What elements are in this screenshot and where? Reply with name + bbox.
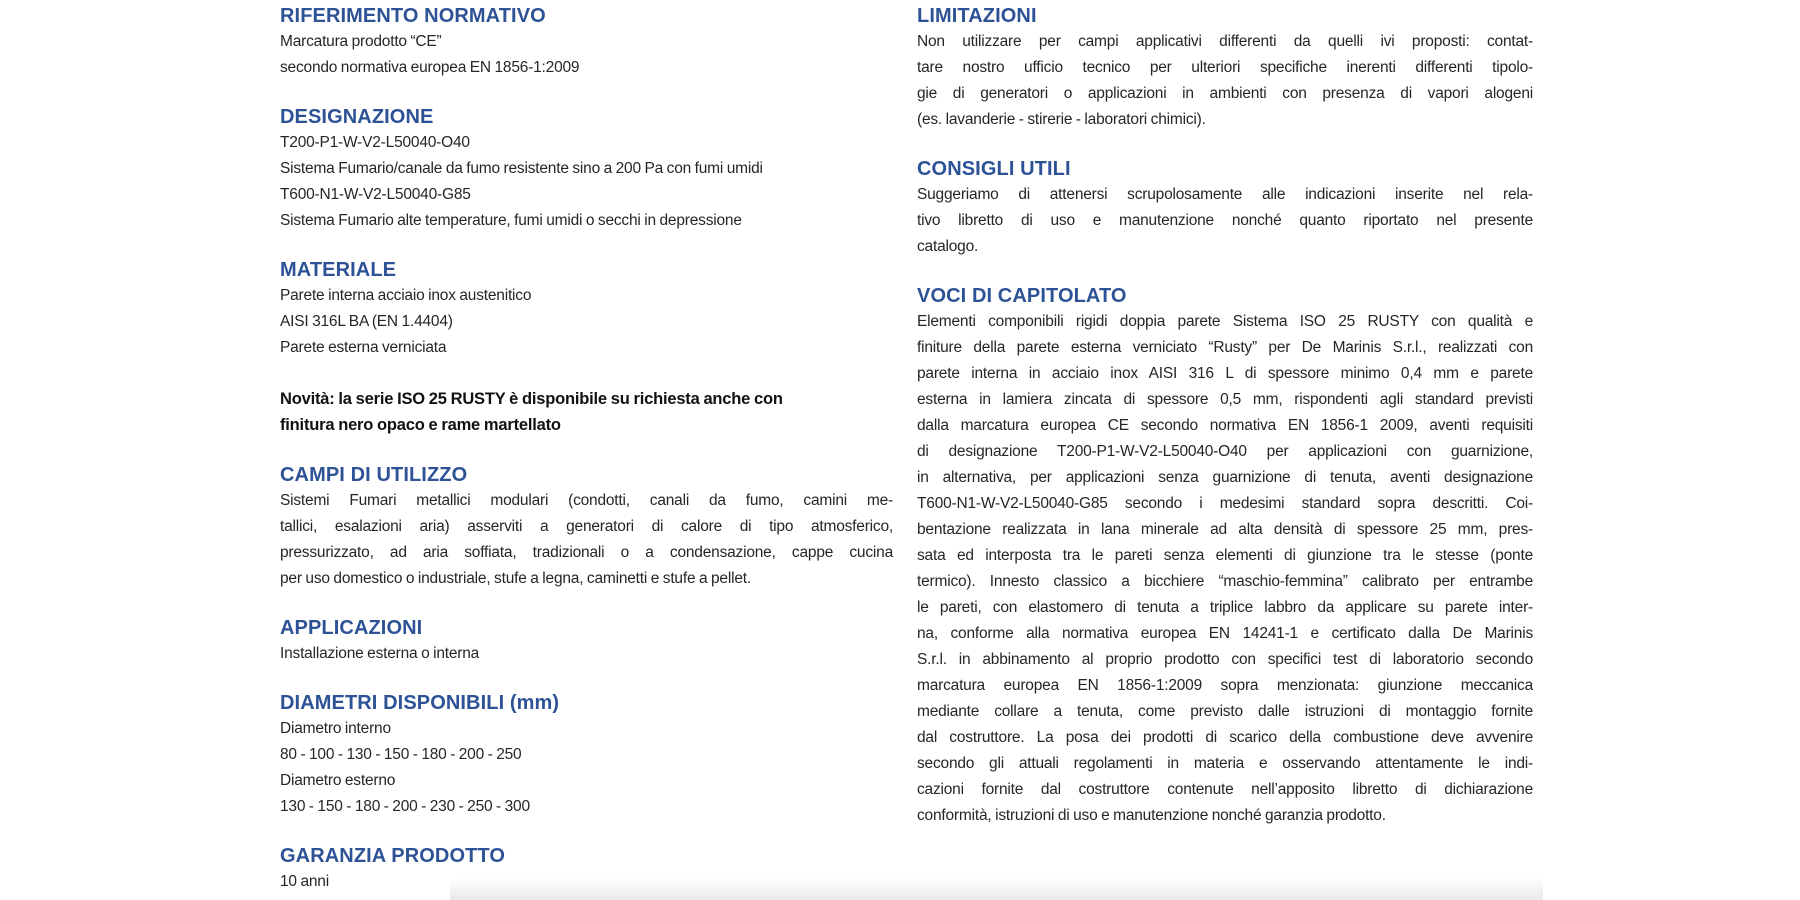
section-diametri-disponibili [280,690,893,820]
text-line: sata ed interposta tra le pareti senza elementi di giunzione tra le stesse (ponte [917,547,1533,564]
text-line: T600-N1-W-V2-L50040-G85 [280,186,471,203]
heading-consigli-utili: CONSIGLI UTILI [917,158,1071,180]
text-line: dalla marcatura europea CE secondo normativa EN 1856-1 2009, aventi requisiti [917,417,1533,434]
paragraph-riferimento-normativo [280,29,893,81]
text-line: tallici, esalazioni aria) asserviti a generatori di calore di tipo atmosferico, [280,518,893,535]
paragraph-diametri-disponibili [280,716,893,820]
text-line: 10 anni [280,873,329,890]
heading-voci-di-capitolato: VOCI DI CAPITOLATO [917,285,1127,307]
text-line: gie di generatori o applicazioni in ambienti con presenza di vapori alogeni [917,85,1533,102]
text-line: (es. lavanderie - stirerie - laboratori chimici). [917,111,1206,128]
text-line: na, conforme alla normativa europea EN 14241-1 e certificato dalla De Marinis [917,625,1533,642]
text-line: 130 - 150 - 180 - 200 - 230 - 250 - 300 [280,798,530,815]
text-line: pressurizzato, ad aria soffiata, tradizionali o a condensazione, cappe cucina [280,544,893,561]
text-line: finitura nero opaco e rame martellato [280,416,561,434]
text-line: Parete esterna verniciata [280,339,447,356]
section-campi-di-utilizzo [280,462,893,592]
text-line: parete interna in acciaio inox AISI 316 L di spessore minimo 0,4 mm e parete [917,365,1533,382]
paragraph-designazione [280,130,893,234]
text-line: Novità: la serie ISO 25 RUSTY è disponibile su richiesta anche con [280,390,783,408]
text-line: Sistema Fumario/canale da fumo resistente sino a 200 Pa con fumi umidi [280,160,763,177]
text-line: AISI 316L BA (EN 1.4404) [280,313,453,330]
text-line: Suggeriamo di attenersi scrupolosamente alle indicazioni inserite nel rela- [917,186,1533,203]
text-line: Parete interna acciaio inox austenitico [280,287,532,304]
text-line: Non utilizzare per campi applicativi differenti da quelli ivi proposti: contat- [917,33,1533,50]
section-novita-note [280,386,893,438]
text-line: 80 - 100 - 130 - 150 - 180 - 200 - 250 [280,746,522,763]
text-line: cazioni fornite dal costruttore contenute nell’apposito libretto di dichiarazione [917,781,1533,798]
section-consigli-utili [917,156,1533,260]
text-line: in alternativa, per applicazioni senza guarnizione di tenuta, aventi designazione [917,469,1533,486]
text-line: secondo normativa europea EN 1856-1:2009 [280,59,580,76]
text-line: Elementi componibili rigidi doppia parete Sistema ISO 25 RUSTY con qualità e [917,313,1533,330]
text-line: tivo libretto di uso e manutenzione nonché quanto riportato nel presente [917,212,1533,229]
paragraph-applicazioni [280,641,893,667]
section-applicazioni [280,615,893,667]
text-line: le pareti, con elastomero di tenuta a triplice labbro da applicare su parete inter- [917,599,1533,616]
text-line: catalogo. [917,238,979,255]
text-line: Installazione esterna o interna [280,645,480,662]
text-line: di designazione T200-P1-W-V2-L50040-O40 per applicazioni con guarnizione, [917,443,1533,460]
text-line: marcatura europea EN 1856-1:2009 sopra menzionata: giunzione meccanica [917,677,1533,694]
paragraph-voci-di-capitolato [917,309,1533,829]
section-limitazioni [917,3,1533,133]
paragraph-materiale [280,283,893,361]
text-line: finiture della parete esterna verniciato “Rusty” per De Marinis S.r.l., realizzati con [917,339,1533,356]
right-column [917,3,1533,829]
section-riferimento-normativo [280,3,893,81]
section-designazione [280,104,893,234]
page-bottom-edge-shadow [450,878,1543,900]
text-line: T600-N1-W-V2-L50040-G85 secondo i medesimi standard sopra descritti. Coi- [917,495,1533,512]
paragraph-consigli-utili [917,182,1533,260]
heading-limitazioni: LIMITAZIONI [917,5,1037,27]
heading-designazione: DESIGNAZIONE [280,106,434,128]
text-line: dal costruttore. La posa dei prodotti di scarico della combustione deve avvenire [917,729,1533,746]
text-line: secondo gli attuali regolamenti in materia e osservando attentamente le indi- [917,755,1533,772]
heading-campi-di-utilizzo: CAMPI DI UTILIZZO [280,464,468,486]
heading-garanzia-prodotto: GARANZIA PRODOTTO [280,845,506,867]
paragraph-campi-di-utilizzo [280,488,893,592]
heading-materiale: MATERIALE [280,259,397,281]
text-line: esterna in lamiera zincata di spessore 0,5 mm, rispondenti agli standard previsti [917,391,1533,408]
text-line: conformità, istruzioni di uso e manutenzione nonché garanzia prodotto. [917,807,1386,824]
text-line: bentazione realizzata in lana minerale ad alta densità di spessore 25 mm, pres- [917,521,1533,538]
left-column [280,3,893,895]
text-line: Diametro interno [280,720,391,737]
text-line: termico). Innesto classico a bicchiere “maschio-femmina” calibrato per entrambe [917,573,1533,590]
text-line: mediante collare a tenuta, come previsto dalle istruzioni di montaggio fornite [917,703,1533,720]
paragraph-novita-note [280,386,893,438]
heading-diametri-disponibili: DIAMETRI DISPONIBILI (mm) [280,692,560,714]
text-line: T200-P1-W-V2-L50040-O40 [280,134,470,151]
section-voci-di-capitolato [917,283,1533,829]
section-materiale [280,257,893,361]
text-line: per uso domestico o industriale, stufe a legna, caminetti e stufe a pellet. [280,570,751,587]
paragraph-limitazioni [917,29,1533,133]
text-line: Sistemi Fumari metallici modulari (condotti, canali da fumo, camini me- [280,492,893,509]
text-line: Marcatura prodotto “CE” [280,33,442,50]
text-line: Sistema Fumario alte temperature, fumi umidi o secchi in depressione [280,212,742,229]
heading-riferimento-normativo: RIFERIMENTO NORMATIVO [280,5,546,27]
text-line: S.r.l. in abbinamento al proprio prodotto con specifici test di laboratorio secondo [917,651,1533,668]
heading-applicazioni: APPLICAZIONI [280,617,423,639]
text-line: tare nostro ufficio tecnico per ulteriori specifiche inerenti differenti tipolo- [917,59,1533,76]
text-line: Diametro esterno [280,772,396,789]
